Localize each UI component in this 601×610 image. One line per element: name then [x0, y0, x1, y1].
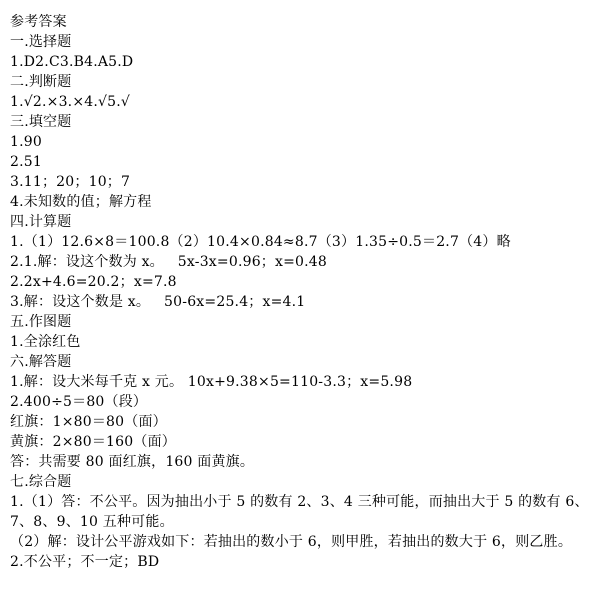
calculation-answer-1: 1.（1）12.6×8＝100.8（2）10.4×0.84≈8.7（3）1.35÷0.5＝2.7（4）略 — [10, 234, 511, 250]
fill-blank-answer-3: 3.11；20；10；7 — [10, 174, 131, 190]
calculation-answer-2-2: 2.2x+4.6=20.2；x=7.8 — [10, 274, 177, 290]
calculation-answer-2-1: 2.1.解：设这个数为 x。 5x-3x=0.96；x=0.48 — [10, 254, 328, 270]
fill-blank-answer-1: 1.90 — [10, 134, 42, 150]
solution-red-flags: 红旗：1×80＝80（面） — [10, 414, 167, 430]
section-heading-solutions: 六.解答题 — [10, 354, 72, 370]
section-heading-comprehensive: 七.综合题 — [10, 474, 72, 490]
drawing-answer-1: 1.全涂红色 — [10, 334, 81, 350]
choice-answers: 1.D2.C3.B4.A5.D — [10, 54, 134, 70]
fill-blank-answer-4: 4.未知数的值；解方程 — [10, 194, 152, 210]
fill-blank-answer-2: 2.51 — [10, 154, 42, 170]
solution-answer-2: 2.400÷5＝80（段） — [10, 394, 148, 410]
section-heading-judgment: 二.判断题 — [10, 74, 72, 90]
calculation-answer-3: 3.解：设这个数是 x。 50-6x=25.4；x=4.1 — [10, 294, 306, 310]
section-heading-drawing: 五.作图题 — [10, 314, 72, 330]
document-title: 参考答案 — [10, 14, 67, 30]
solution-answer-1: 1.解：设大米每千克 x 元。 10x+9.38×5=110-3.3；x=5.98 — [10, 374, 413, 390]
section-heading-calculation: 四.计算题 — [10, 214, 72, 230]
solution-yellow-flags: 黄旗：2×80＝160（面） — [10, 434, 176, 450]
answer-key-document — [10, 12, 595, 572]
solution-final-answer: 答：共需要 80 面红旗，160 面黄旗。 — [10, 454, 255, 470]
judgment-answers: 1.√2.×3.×4.√5.√ — [10, 94, 131, 110]
section-heading-choice: 一.选择题 — [10, 34, 72, 50]
comprehensive-answer-1: 1.（1）答：不公平。因为抽出小于 5 的数有 2、3、4 三种可能，而抽出大于 5 的数有 6、7、8、9、10 五种可能。 — [10, 494, 589, 530]
comprehensive-answer-3: 2.不公平；不一定；BD — [10, 554, 160, 570]
comprehensive-answer-2: （2）解：设计公平游戏如下：若抽出的数小于 6，则甲胜，若抽出的数大于 6，则乙胜。 — [10, 534, 573, 550]
section-heading-fill-blank: 三.填空题 — [10, 114, 72, 130]
